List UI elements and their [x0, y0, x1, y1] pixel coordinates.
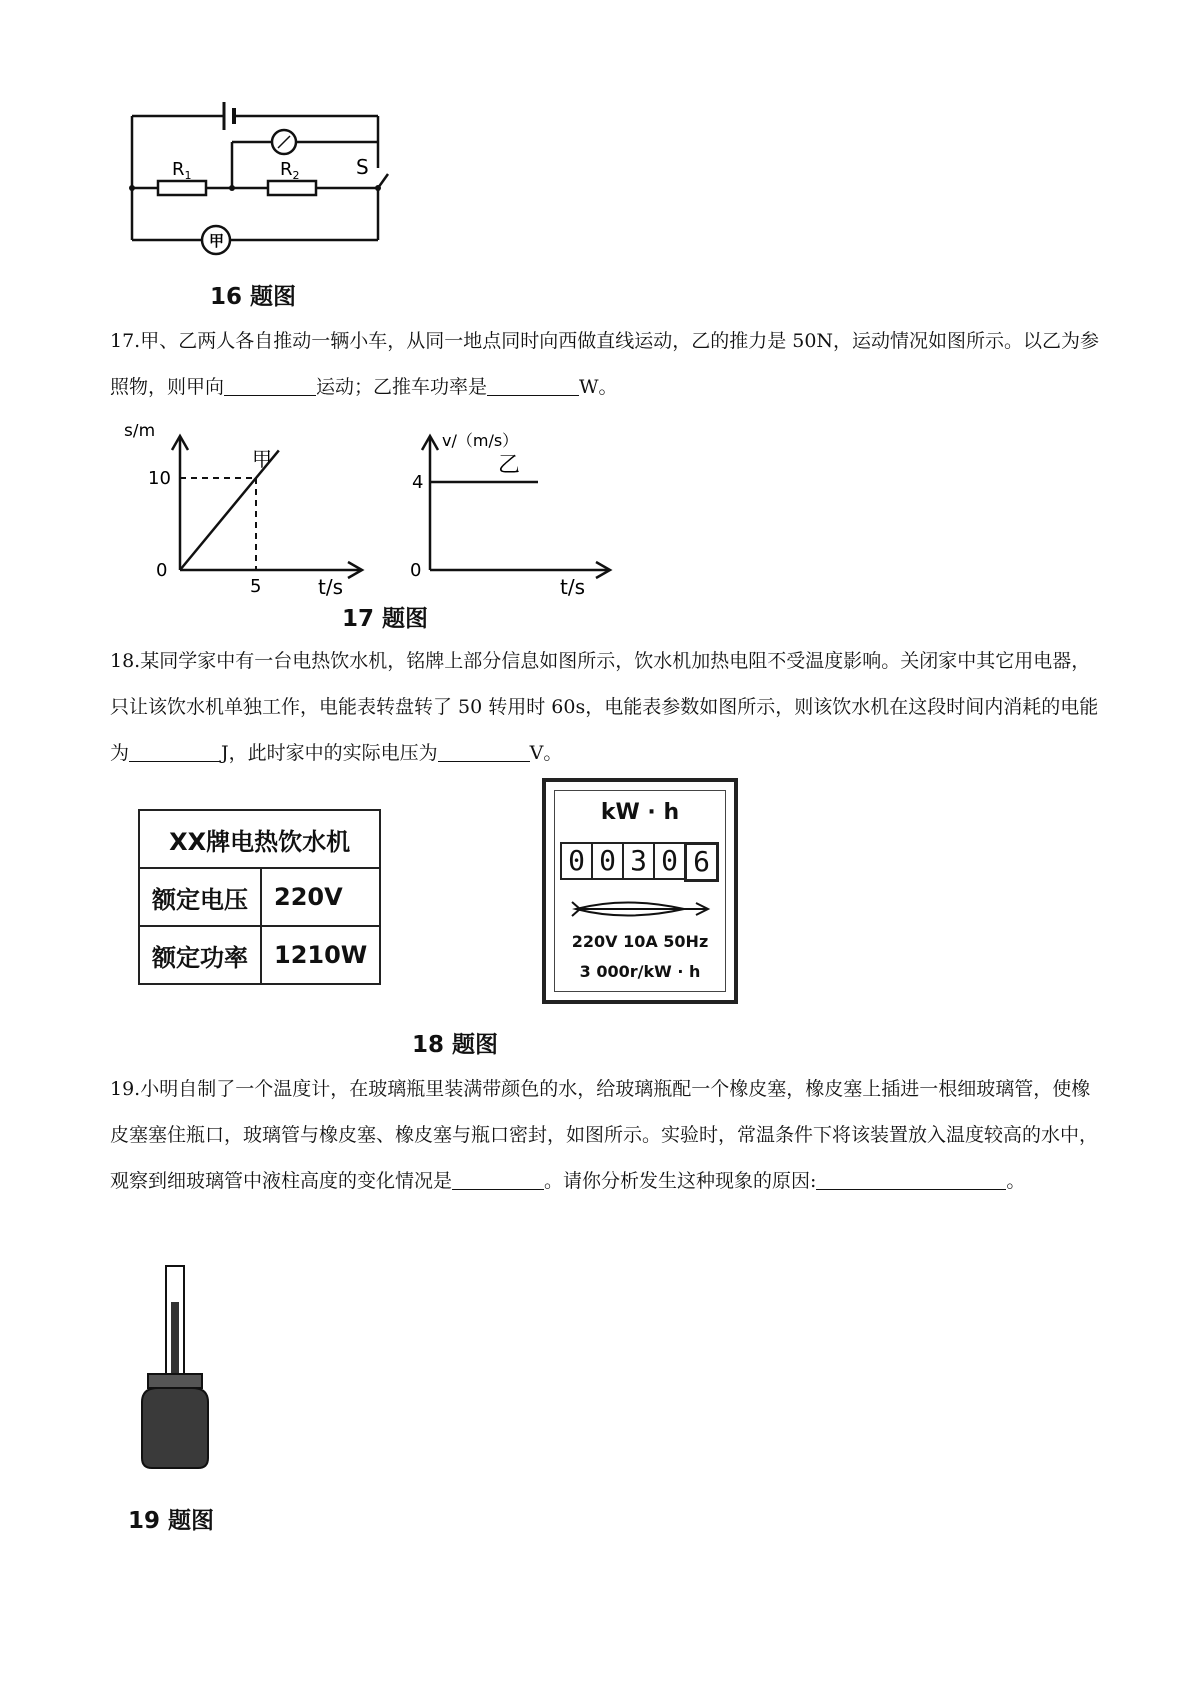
energy-meter: [542, 778, 738, 1004]
nameplate-label: 额定功率: [139, 926, 261, 984]
caption-19: 19 题图: [128, 1508, 215, 1534]
answer-blank[interactable]: [452, 1169, 544, 1190]
meter-digits: [560, 842, 717, 882]
answer-blank[interactable]: [224, 375, 316, 396]
circuit-diagram-16: [120, 90, 400, 260]
meter-digit: 0: [560, 842, 593, 880]
question-19: 19.小明自制了一个温度计，在玻璃瓶里装满带颜色的水，给玻璃瓶配一个橡皮塞，橡皮塞上插进一根细玻璃管，使橡皮塞塞住瓶口，玻璃管与橡皮塞、橡皮塞与瓶口密封，如图所示。实验时，常温条件下将该装置放入温度较高的水中，观察到细玻璃管中液柱高度的变化情况是 。请你分析发生这种现象的原因: 。: [110, 1078, 1099, 1192]
st-series-label: 甲: [252, 447, 272, 471]
meter-digit: 6: [684, 842, 719, 882]
question-18: 18.某同学家中有一台电热饮水机，铭牌上部分信息如图所示，饮水机加热电阻不受温度影响。关闭家中其它用电器，只让该饮水机单独工作，电能表转盘转了 50 转用时 60s，电能表参数如图所示，则该饮水机在这段时间内消耗的电能为 J，此时家中的实际电压为 V。: [110, 650, 1099, 764]
st-x-axis-label: t/s: [318, 575, 343, 598]
st-graph: [120, 424, 370, 598]
vt-y-axis-label: v/（m/s）: [442, 431, 519, 450]
answer-blank[interactable]: [438, 741, 530, 762]
meter-digit: 3: [622, 842, 655, 880]
meter-unit: kW · h: [600, 800, 680, 825]
switch-label: S: [356, 155, 369, 179]
caption-16: 16 题图: [210, 284, 297, 310]
nameplate-title: XX牌电热饮水机: [139, 810, 380, 868]
nameplate-label: 额定电压: [139, 868, 261, 926]
vt-y-tick: 4: [412, 472, 424, 493]
vt-origin-label: 0: [410, 560, 422, 581]
st-x-tick: 5: [250, 576, 262, 597]
nameplate-value: 1210W: [261, 926, 380, 984]
question-17: 17.甲、乙两人各自推动一辆小车，从同一地点同时向西做直线运动，乙的推力是 50N，运动情况如图所示。以乙为参照物，则甲向 运动；乙推车功率是 W。: [110, 330, 1100, 398]
answer-blank[interactable]: [487, 375, 579, 396]
vt-x-axis-label: t/s: [560, 575, 585, 598]
bottle-thermometer: [130, 1262, 250, 1482]
meter-digit: 0: [591, 842, 624, 880]
answer-blank[interactable]: [816, 1169, 1006, 1190]
answer-blank[interactable]: [129, 741, 221, 762]
caption-17: 17 题图: [342, 606, 429, 632]
meter-digit: 0: [653, 842, 686, 880]
caption-18: 18 题图: [412, 1032, 499, 1058]
st-y-tick: 10: [148, 468, 171, 489]
r2-label: $R_2$: [280, 159, 300, 182]
meter-disc-icon: [566, 894, 716, 924]
meter-spec-2: 3 000r/kW · h: [579, 962, 701, 981]
r1-label: $R_1$: [172, 159, 192, 182]
st-y-axis-label: s/m: [124, 424, 156, 441]
nameplate-value: 220V: [261, 868, 380, 926]
nameplate-table: [138, 809, 381, 985]
st-origin-label: 0: [156, 560, 168, 581]
vt-graph: [400, 424, 630, 598]
meter-spec-1: 220V 10A 50Hz: [571, 932, 709, 951]
meter-jia-label: 甲: [209, 232, 225, 250]
vt-series-label: 乙: [498, 453, 521, 478]
